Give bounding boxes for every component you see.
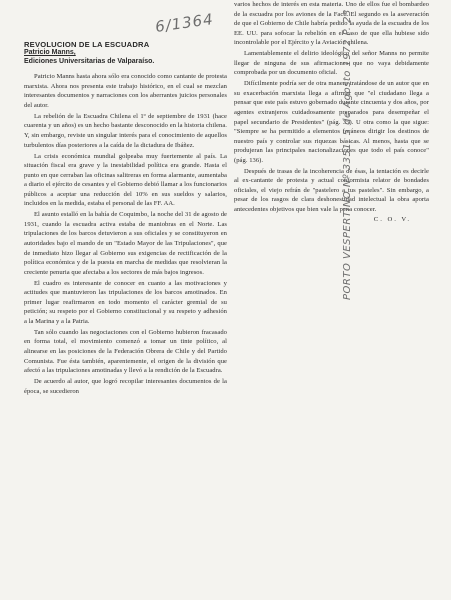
handwritten-source-note: PORTO VESPERTINO Nº 3351, 5 de Agosto 1972 P. 23 [342,9,353,300]
right-column [234,0,429,360]
article-paragraph: El asunto estalló en la bahía de Coquimbo, la noche del 31 de agosto de 1931, cuando la escuadra activa estaba de maniobras en el Norte. Las tripulaciones de los barcos detuvieron a sus oficiales y se constituyeron en autoridades bajo el mando de un "Estado Mayor de las Tripulaciones", que de inmediato hizo llegar al Gobierno sus exigencias de rectificación de la política económica y de la puesta en marcha de medidas que resolvieran la creciente penuria que afectaba a los sectores de más bajos ingresos. [24,211,227,276]
left-column [24,40,227,600]
article-paragraph: Después de trasas de la incoherencia de ésas, la tentación es decirle al ex-cantante de protesta y actual conformista relator de bondades oficiales, el viejo refrán de "pastelero a tus pasteles". Sin embargo, a pesar de los rasgos de clara deshonestidad intelectual la obra aporta antecedentes objetivos que bien vale la pena conocer. [234,167,429,213]
article-paragraph: Patricio Manns hasta ahora sólo era conocido como cantante de protesta marxista. Ahora nos presenta este trabajo histórico, en el cual se mezclan interesantes documentos y narraciones con los aberrantes juicios personales del autor. [24,73,227,109]
article-paragraph: varios hechos de interés en esta materia. Uno de ellos fue el bombardeo de la escuadra por los aviones de la Fach. El segundo es la aseveración de que el Gobierno de Chile habría pedido la ayuda de la escuadra de los EE. UU. para sofocar la rebelión en el caso de que ella hubiese sido incontrolable por el Ejército y la Aviación chilena. [234,1,429,47]
article-author: Patricio Manns, [24,49,76,56]
article-paragraph: La crisis económica mundial golpeaba muy fuertemente al país. La situación fiscal era grave y la inestabilidad política era grande. Hasta el punto en que cerraban las oficinas salitreras en forma alarmante, aumentaba a diario el ejército de cesantes y el Gobierno debió llamar a los funcionarios públicos a aceptar una reducción del 10% en sus sueldos y salarios, incluidos en la medida, estaba el personal de las FF. AA. [24,152,227,208]
article-title: REVOLUCION DE LA ESCUADRA [24,40,150,49]
handwritten-archive-number: 6/1364 [154,9,215,37]
article-paragraph: Difícilmente podría ser de otra manera tratándose de un autor que en su exacerbación marxista llega a afirmar que "el ciudadano llega a pensar que este país estuvo gobernado durante cincuenta y dos años, por agentes extranjeros cuidadosamente preparados para desempeñar el papel secundario de Presidentes" (pág. 35). U otra como la que sigue: "Siempre se ha permitido a elementos foráneos dirigir los destinos de nuestro país y controlar sus riquezas básicas. Al menos, hasta que se produjeran las principales nacionalizaciones que todo el país conoce" (pág. 136). [234,80,429,164]
article-publisher: Ediciones Universitarias de Valparaíso. [24,57,155,65]
article-paragraph: De acuerdo al autor, que logró recopilar interesantes documentos de la época, se sucedieron [24,378,227,395]
article-paragraph: Lamentablemente el delirio ideológico del señor Manns no permite llegar de ninguna de sus afirmaciones que no vaya debidamente comprobada por un documento oficial. [234,50,429,77]
article-signature: C. O. V. [373,216,411,224]
article-paragraph: Tan sólo cuando las negociaciones con el Gobierno hubieron fracasado en forma total, el movimiento comenzó a tomar un tinte político, al alinearse en las posiciones de la Federación Obrera de Chile y del Partido Comunista. Fue ésta también, aparentemente, el origen de la división que afectó a las tripulaciones amotinadas y llevó a la rendición de la Escuadra. [24,328,227,375]
article-paragraph: El cuadro es interesante de conocer en cuanto a las motivaciones y actitudes que mantuvieron las tripulaciones de los barcos amotinados. En primer lugar reafirmaron en todo momento el carácter gremial de su petición; su respeto por el Gobierno constitucional y su respeto y adhesión a la Marina y a la Patria. [24,279,227,325]
article-paragraph: La rebelión de la Escuadra Chilena el 1º de septiembre de 1931 (hace cuarenta y un años) es un hecho bastante desconocido en la historia chilena. Y, sin embargo, reviste un singular interés para el conocimiento de aquellos turbulentos días posteriores a la caída de la dictadura de Ibáñez. [24,112,227,149]
